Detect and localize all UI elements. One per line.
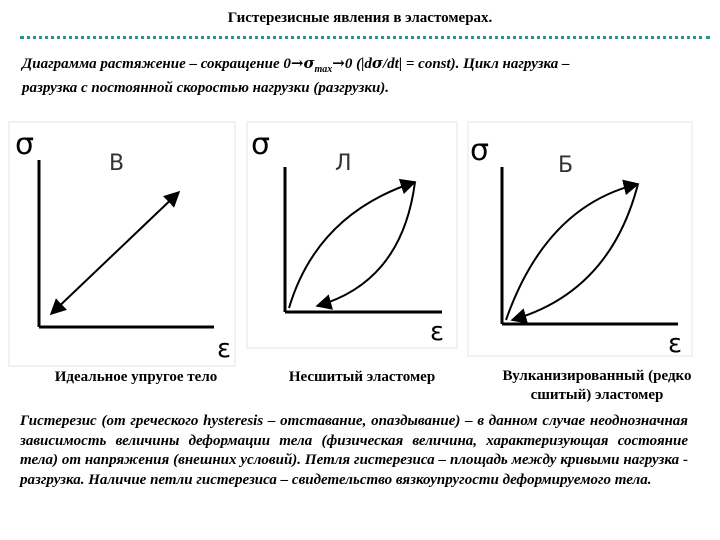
subtitle-line1-suffix: 0 (|d xyxy=(344,56,372,72)
epsilon-axis-label: ε xyxy=(430,317,445,347)
panel-letter: Л xyxy=(335,151,352,176)
epsilon-axis-label: ε xyxy=(217,334,232,364)
subtitle-line1-prefix: Диаграмма растяжение – сокращение 0 xyxy=(22,56,291,72)
arrow-symbol: → xyxy=(290,54,304,72)
sigma-axis-label: σ xyxy=(15,127,35,162)
diagram-ideal-elastic-svg xyxy=(9,122,235,366)
sigma-axis-label: σ xyxy=(470,133,490,168)
subtitle xyxy=(22,54,707,98)
diagram-uncrosslinked xyxy=(247,122,457,348)
epsilon-axis-label: ε xyxy=(668,329,683,359)
subtitle-line2: разрузка с постоянной скоростью нагрузки (разгрузки). xyxy=(22,80,390,96)
sigma-symbol: σ xyxy=(303,54,315,72)
caption-vulcanized xyxy=(474,367,720,405)
diagram-ideal-elastic xyxy=(9,122,235,366)
sigma-symbol-2: σ xyxy=(371,54,383,72)
caption-vulcanized-line1: Вулканизированный (редко xyxy=(502,368,692,384)
panel-letter: Б xyxy=(558,153,574,178)
diagram-uncrosslinked-svg xyxy=(247,122,457,348)
arrow-symbol-2: → xyxy=(332,54,345,72)
max-subscript: max xyxy=(314,64,333,75)
caption-uncrosslinked: Несшитый эластомер xyxy=(288,369,436,385)
subtitle-line1-end: /dt| = const). Цикл нагрузка – xyxy=(382,56,570,72)
panel-letter: В xyxy=(109,151,125,176)
slide-title: Гистерезисные явления в эластомерах. xyxy=(227,10,493,26)
diagram-vulcanized xyxy=(468,122,692,359)
hysteresis-definition: Гистерезис (от греческого hysteresis – отставание, опаздывание) – в данном случае неоднозначная зависимость величины деформации тела (физическая величина, характеризующая состояние тела) от напряжения (внешних условий). Петля гистерезиса – площадь между кривыми нагрузка - разгрузка. Наличие петли гистерезиса – свидетельство вязкоупругости деформируемого тела. xyxy=(20,413,688,488)
caption-ideal-elastic: Идеальное упругое тело xyxy=(54,369,218,385)
sigma-axis-label: σ xyxy=(251,127,271,162)
title-divider xyxy=(20,36,710,39)
diagram-vulcanized-svg xyxy=(468,122,692,359)
caption-vulcanized-line2: сшитый) эластомер xyxy=(530,387,664,403)
